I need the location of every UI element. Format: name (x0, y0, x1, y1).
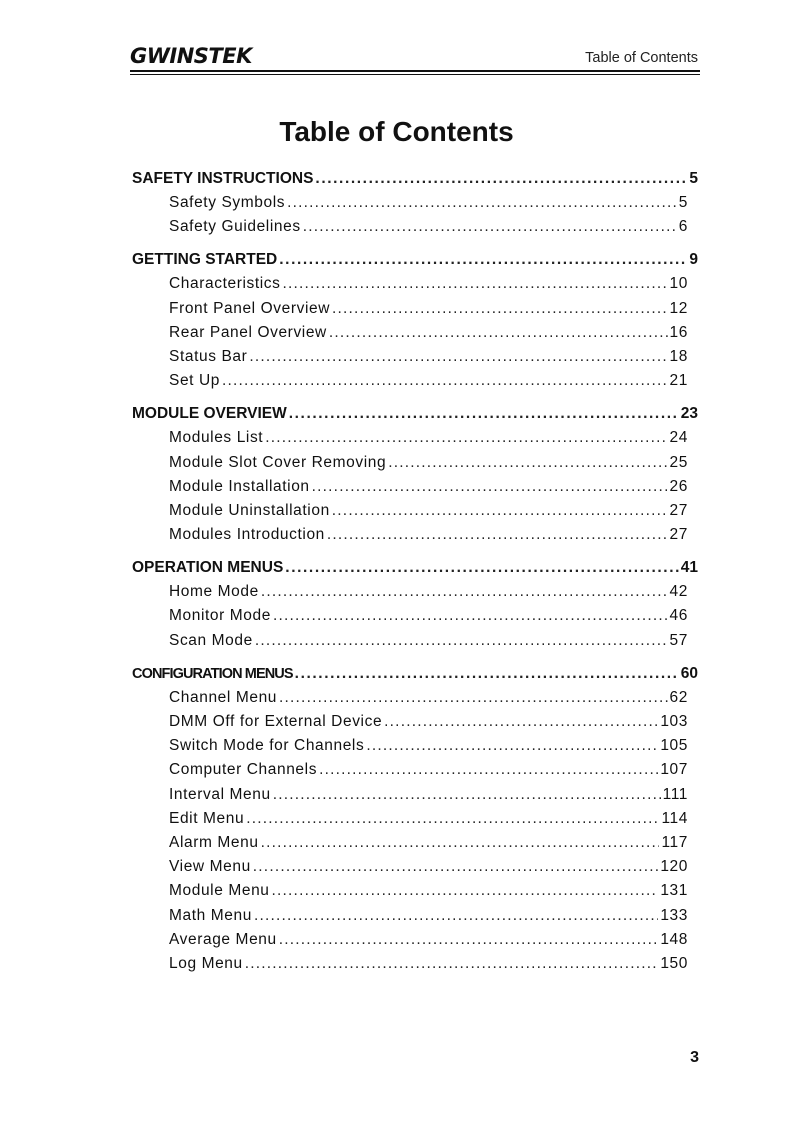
toc-entry-title: Edit Menu (169, 809, 245, 827)
gwinstek-logo: GWINSTEK (130, 44, 252, 68)
toc-entry-page: 27 (669, 526, 688, 544)
toc-entry-page: 57 (669, 631, 688, 649)
toc-section-page: 5 (689, 170, 698, 187)
toc-entry-title: Front Panel Overview (169, 299, 331, 317)
toc-entry-page: 24 (669, 429, 688, 447)
toc-entry[interactable] (132, 761, 688, 785)
toc-entry-title: Characteristics (169, 275, 281, 293)
toc-entry-page: 46 (669, 607, 688, 625)
toc-entry[interactable] (132, 300, 688, 324)
toc-entry[interactable] (132, 502, 688, 526)
dot-leader (279, 689, 668, 707)
toc-entry[interactable] (132, 713, 688, 737)
toc-entry[interactable] (132, 834, 688, 858)
toc-section-title: SAFETY INSTRUCTIONS (132, 170, 314, 187)
toc-entry[interactable] (132, 324, 688, 348)
toc-entry-title: Set Up (169, 372, 220, 390)
dot-leader (303, 218, 677, 236)
toc-section-entry[interactable] (132, 170, 698, 194)
dot-leader (384, 713, 658, 731)
dot-leader (366, 737, 658, 755)
dot-leader (295, 665, 679, 683)
toc-entry-page: 42 (669, 583, 688, 601)
toc-entry-title: Safety Guidelines (169, 218, 301, 236)
toc-entry-page: 114 (661, 809, 688, 827)
toc-section (132, 665, 698, 979)
toc-entry-title: DMM Off for External Device (169, 713, 383, 730)
toc-entry-page: 150 (660, 954, 688, 972)
toc-entry[interactable] (132, 194, 688, 218)
toc-entry-page: 18 (669, 347, 688, 365)
toc-entry-title: Math Menu (169, 906, 252, 924)
toc-entry-title: Module Slot Cover Removing (169, 453, 387, 471)
dot-leader (249, 348, 667, 366)
toc-entry[interactable] (132, 275, 688, 299)
toc-entry-title: Switch Mode for Channels (169, 737, 365, 755)
toc-entry-page: 107 (660, 761, 688, 779)
toc-section-page: 60 (680, 664, 698, 682)
toc-entry-page: 148 (660, 930, 688, 948)
dot-leader (245, 955, 659, 973)
toc-entry-title: Module Installation (169, 477, 310, 495)
toc-entry-title: Monitor Mode (169, 607, 271, 625)
toc-entry-title: View Menu (169, 858, 251, 876)
toc-section-page: 23 (680, 405, 698, 423)
toc-entry-title: Modules List (169, 429, 264, 447)
dot-leader (312, 478, 668, 496)
toc-entry[interactable] (132, 931, 688, 955)
toc-section-title: MODULE OVERVIEW (132, 405, 287, 423)
toc-entry[interactable] (132, 372, 688, 396)
running-header-title: Table of Contents (585, 50, 698, 66)
toc-entry[interactable] (132, 810, 688, 834)
dot-leader (287, 194, 677, 212)
toc-entry-title: Module Menu (169, 882, 270, 900)
page-number: 3 (690, 1049, 699, 1066)
toc-entry-title: Channel Menu (169, 688, 278, 706)
toc-entry[interactable] (132, 907, 688, 931)
toc-entry-page: 117 (661, 833, 688, 851)
dot-leader (388, 454, 667, 472)
toc-entry-page: 21 (669, 372, 688, 390)
toc-entry[interactable] (132, 478, 688, 502)
toc-entry[interactable] (132, 632, 688, 656)
toc-entry-title: Log Menu (169, 954, 243, 972)
toc-entry[interactable] (132, 583, 688, 607)
dot-leader (261, 834, 660, 852)
dot-leader (273, 786, 661, 804)
toc-entry[interactable] (132, 786, 688, 810)
toc-section (132, 170, 698, 242)
dot-leader (329, 324, 668, 342)
dot-leader (272, 882, 659, 900)
dot-leader (319, 761, 658, 779)
toc-entry[interactable] (132, 882, 688, 906)
header-rule-thin (130, 74, 700, 75)
dot-leader (246, 810, 659, 828)
toc-entry-title: Status Bar (169, 347, 248, 365)
dot-leader (253, 858, 659, 876)
toc-section-title: GETTING STARTED (132, 251, 278, 269)
toc-entry[interactable] (132, 955, 688, 979)
toc-entry-title: Alarm Menu (169, 833, 259, 851)
dot-leader (222, 372, 668, 390)
dot-leader (283, 275, 668, 293)
toc-section-entry[interactable] (132, 251, 698, 275)
table-of-contents (132, 170, 698, 988)
toc-entry[interactable] (132, 858, 688, 882)
toc-entry[interactable] (132, 689, 688, 713)
toc-entry-page: 10 (669, 275, 688, 293)
toc-entry-page: 133 (660, 906, 688, 924)
toc-section-entry[interactable] (132, 665, 698, 689)
toc-section-entry[interactable] (132, 405, 698, 429)
toc-entry[interactable] (132, 429, 688, 453)
toc-entry[interactable] (132, 737, 688, 761)
toc-entry-page: 6 (678, 218, 688, 236)
toc-entry-page: 120 (660, 858, 688, 876)
header-rule-thick (130, 70, 700, 72)
toc-entry-page: 26 (669, 477, 688, 495)
toc-entry[interactable] (132, 348, 688, 372)
toc-entry-page: 131 (660, 882, 688, 900)
dot-leader (327, 526, 668, 544)
toc-entry-title: Interval Menu (169, 785, 271, 803)
toc-entry-title: Computer Channels (169, 761, 318, 779)
dot-leader (332, 300, 668, 318)
toc-entry[interactable] (132, 454, 688, 478)
toc-entry-title: Average Menu (169, 930, 277, 948)
toc-entry-page: 25 (669, 453, 688, 471)
dot-leader (279, 931, 659, 949)
dot-leader (332, 502, 668, 520)
toc-entry-page: 105 (660, 737, 688, 755)
toc-section-page: 9 (689, 251, 698, 269)
toc-entry-title: Rear Panel Overview (169, 323, 327, 341)
toc-section-page: 41 (680, 559, 698, 577)
dot-leader (279, 251, 687, 269)
toc-entry[interactable] (132, 607, 688, 631)
toc-section (132, 405, 698, 550)
toc-entry-page: 5 (678, 194, 688, 211)
toc-entry-title: Scan Mode (169, 631, 253, 649)
toc-entry-page: 111 (662, 785, 688, 803)
toc-entry[interactable] (132, 526, 688, 550)
dot-leader (273, 607, 668, 625)
toc-entry-title: Safety Symbols (169, 194, 286, 211)
dot-leader (289, 405, 679, 423)
toc-entry-page: 27 (669, 501, 688, 519)
dot-leader (285, 559, 678, 577)
dot-leader (315, 170, 687, 188)
dot-leader (261, 583, 668, 601)
toc-section-title: CONFIGURATION MENUS (132, 665, 293, 682)
toc-section (132, 251, 698, 396)
toc-entry-page: 62 (669, 688, 688, 706)
toc-section (132, 559, 698, 656)
dot-leader (255, 632, 668, 650)
toc-section-title: OPERATION MENUS (132, 559, 284, 577)
toc-entry-page: 16 (669, 323, 688, 341)
toc-entry-title: Modules Introduction (169, 526, 325, 544)
toc-entry-page: 12 (669, 299, 688, 317)
toc-entry-title: Home Mode (169, 583, 259, 601)
dot-leader (265, 429, 667, 447)
toc-entry[interactable] (132, 218, 688, 242)
toc-section-entry[interactable] (132, 559, 698, 583)
page-title: Table of Contents (279, 116, 514, 147)
dot-leader (254, 907, 658, 925)
toc-entry-title: Module Uninstallation (169, 501, 330, 519)
toc-entry-page: 103 (660, 713, 688, 730)
